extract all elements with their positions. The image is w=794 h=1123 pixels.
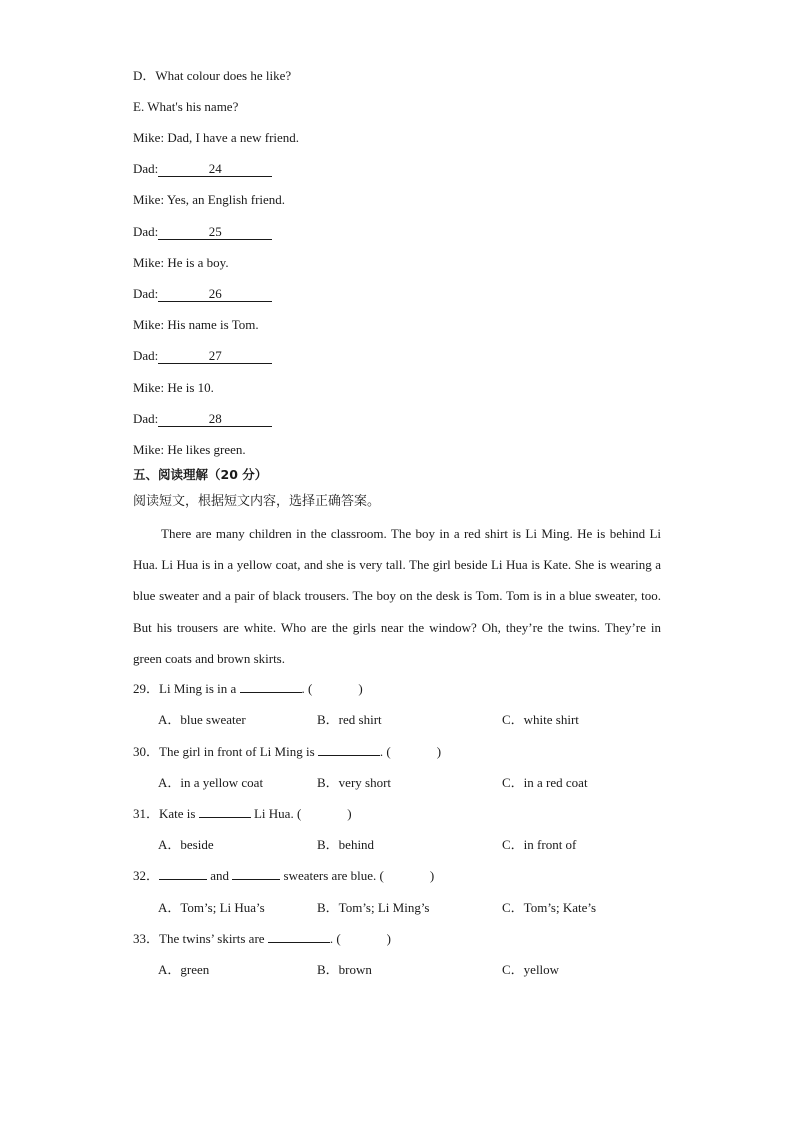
speaker: Dad: xyxy=(133,224,159,239)
speaker: Dad: xyxy=(133,286,159,301)
question-33: 33．The twins’ skirts are . ( ) xyxy=(133,931,391,946)
question-29: 29．Li Ming is in a . ( ) xyxy=(133,681,363,696)
question-text: sweaters are blue. ( xyxy=(280,868,384,883)
answer-blank-26[interactable]: 26 xyxy=(158,287,272,302)
question-number: 33． xyxy=(133,931,160,946)
option-c[interactable]: C．in front of xyxy=(502,837,577,852)
line-text: His name is Tom. xyxy=(167,317,259,332)
question-30: 30．The girl in front of Li Ming is . ( ) xyxy=(133,744,442,759)
question-text: Li Hua. ( xyxy=(250,806,302,821)
passage-text: There are many children in the classroom. The boy in a red shirt is Li Ming. He is behind Li Hua. Li Hua is in a yellow coat, and she is very tall. The girl beside Li Hua is Kate. She is wearing a blue sweater and a pair of black trousers. The boy on the desk is Tom. Tom is in a blue sweater, too. But his trousers are white. Who are the girls near the window? Oh, they’re the twins. They’re in green coats and brown skirts. xyxy=(133,526,661,666)
line-text: He is 10. xyxy=(167,380,214,395)
option-b[interactable]: B．behind xyxy=(317,837,375,852)
answer-blank-28[interactable]: 28 xyxy=(158,412,272,427)
speaker: Mike: xyxy=(133,317,165,332)
dialogue-line xyxy=(133,411,272,427)
line-text: He likes green. xyxy=(167,442,246,457)
question-text: and xyxy=(207,868,233,883)
option-a[interactable]: A．blue sweater xyxy=(158,712,246,727)
line-text: He is a boy. xyxy=(167,255,229,270)
option-a[interactable]: A．beside xyxy=(158,837,214,852)
option-c[interactable]: C．yellow xyxy=(502,962,560,977)
dialogue-option-d: D．What colour does he like? xyxy=(133,68,292,83)
dialogue-line xyxy=(133,161,272,177)
question-text: . ( xyxy=(379,744,391,759)
dialogue-line xyxy=(133,192,285,208)
option-b[interactable]: B．Tom’s; Li Ming’s xyxy=(317,900,430,915)
question-text: The girl in front of Li Ming is xyxy=(159,744,318,759)
speaker: Dad: xyxy=(133,348,159,363)
speaker: Dad: xyxy=(133,161,159,176)
speaker: Mike: xyxy=(133,442,165,457)
question-number: 30． xyxy=(133,744,160,759)
option-a[interactable]: A．Tom’s; Li Hua’s xyxy=(158,900,265,915)
speaker: Mike: xyxy=(133,380,165,395)
option-c[interactable]: C．Tom’s; Kate’s xyxy=(502,900,597,915)
line-text: Dad, I have a new friend. xyxy=(167,130,300,145)
dialogue-line xyxy=(133,130,299,146)
line-text: Yes, an English friend. xyxy=(166,192,286,207)
answer-blank-24[interactable]: 24 xyxy=(158,162,272,177)
question-31: 31．Kate is Li Hua. ( ) xyxy=(133,806,352,821)
answer-blank[interactable] xyxy=(199,817,251,818)
answer-blank[interactable] xyxy=(240,692,302,693)
question-number: 31． xyxy=(133,806,160,821)
section-title: 五、阅读理解（20 分） xyxy=(133,467,268,482)
option-c[interactable]: C．in a red coat xyxy=(502,775,588,790)
question-number: 29． xyxy=(133,681,160,696)
dialogue-line xyxy=(133,348,272,364)
answer-blank-second[interactable] xyxy=(232,879,280,880)
option-a[interactable]: A．green xyxy=(158,962,210,977)
option-c[interactable]: C．white shirt xyxy=(502,712,579,727)
question-text: The twins’ skirts are xyxy=(159,931,268,946)
option-b[interactable]: B．red shirt xyxy=(317,712,382,727)
answer-blank-first[interactable] xyxy=(159,879,207,880)
answer-blank[interactable] xyxy=(318,755,380,756)
speaker: Mike: xyxy=(133,192,165,207)
speaker: Dad: xyxy=(133,411,159,426)
dialogue-option-e: E. What's his name? xyxy=(133,99,239,114)
section-instruction: 阅读短文，根据短文内容，选择正确答案。 xyxy=(133,494,381,509)
question-number: 32． xyxy=(133,868,160,883)
dialogue-line xyxy=(133,317,259,333)
dialogue-line xyxy=(133,286,272,302)
question-32: 32． and sweaters are blue. ( ) xyxy=(133,868,435,883)
dialogue-line xyxy=(133,380,214,396)
question-text: Kate is xyxy=(159,806,199,821)
answer-blank-27[interactable]: 27 xyxy=(158,349,272,364)
answer-blank[interactable] xyxy=(268,942,330,943)
option-a[interactable]: A．in a yellow coat xyxy=(158,775,264,790)
option-b[interactable]: B．very short xyxy=(317,775,392,790)
speaker: Mike: xyxy=(133,255,165,270)
speaker: Mike: xyxy=(133,130,165,145)
answer-blank-25[interactable]: 25 xyxy=(158,225,272,240)
dialogue-line xyxy=(133,255,229,271)
dialogue-line xyxy=(133,224,272,240)
dialogue-line xyxy=(133,442,246,458)
question-text: Li Ming is in a xyxy=(159,681,240,696)
option-b[interactable]: B．brown xyxy=(317,962,372,977)
reading-passage xyxy=(133,518,661,674)
question-text: . ( xyxy=(329,931,341,946)
question-text: . ( xyxy=(301,681,313,696)
